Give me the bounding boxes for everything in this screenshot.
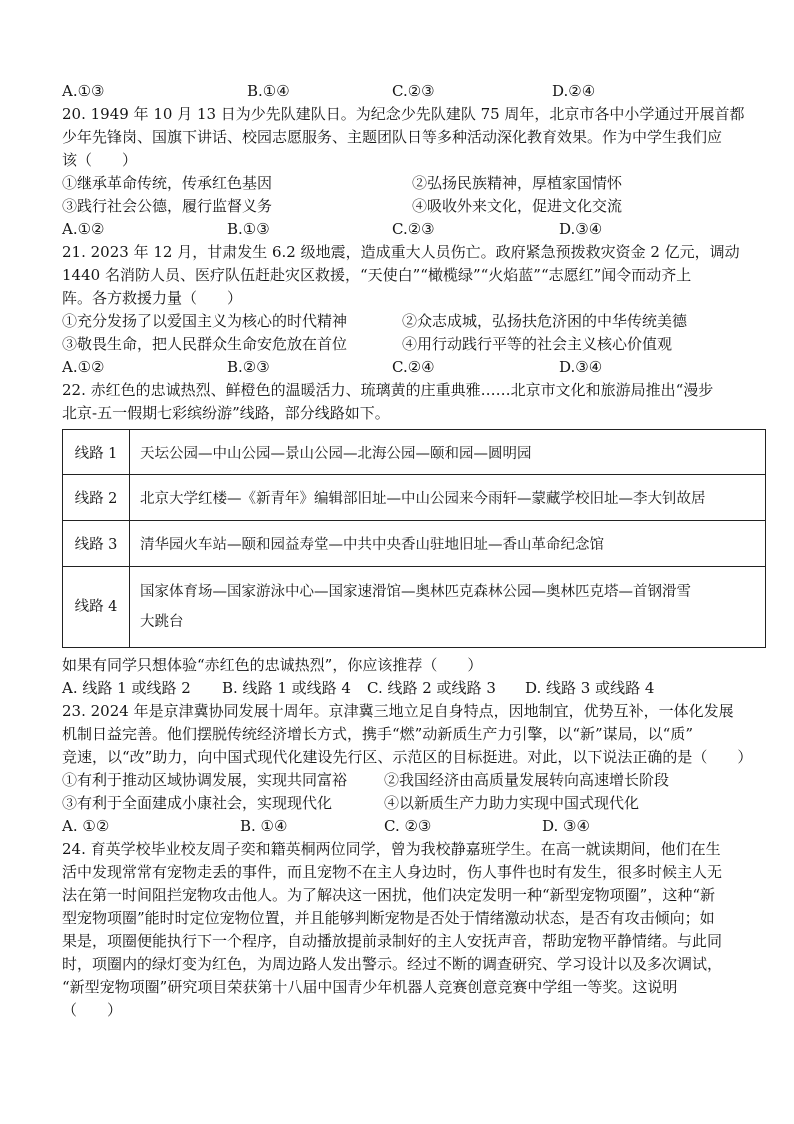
route-stops-text: 大跳台: [140, 614, 184, 630]
q19-option-d: D.②④: [552, 82, 596, 100]
route-row: [63, 430, 766, 475]
q20-stem-line: 该（ ）: [62, 151, 138, 169]
q22-stem-line: 22. 赤红色的忠诚热烈、鲜橙色的温暖活力、琉璃黄的庄重典雅……北京市文化和旅游局推出“漫步: [62, 381, 714, 399]
q22-option-c: C. 线路 2 或线路 3: [367, 679, 496, 697]
route-stops-text: 北京大学红楼—《新青年》编辑部旧址—中山公园来今雨轩—蒙藏学校旧址—李大钊故居: [140, 491, 706, 507]
q20-statement-2: ②弘扬民族精神，厚植家国情怀: [412, 174, 623, 192]
route-stops-text: 天坛公园—中山公园—景山公园—北海公园—颐和园—圆明园: [140, 445, 532, 462]
q23-statement-4: ④以新质生产力助力实现中国式现代化: [384, 794, 640, 812]
route-label: 线路 3: [63, 521, 130, 567]
q23-option-b: B. ①④: [240, 817, 288, 835]
route-label: 线路 2: [63, 475, 130, 521]
q23-statement-1: ①有利于推动区域协调发展，实现共同富裕: [62, 771, 348, 789]
q23-statement-3: ③有利于全面建成小康社会，实现现代化: [62, 794, 333, 812]
q23-option-d: D. ③④: [542, 817, 590, 835]
q21-options: [62, 356, 774, 379]
q20-statements-row: [62, 172, 774, 195]
q23-options: [62, 815, 774, 838]
q21-statements-row: [62, 333, 774, 356]
q23-stem-line: 机制日益完善。他们摆脱传统经济增长方式，携手“燃”动新质生产力引擎，以“新”谋局，以“质”: [62, 725, 694, 743]
q22-option-b: B. 线路 1 或线路 4: [222, 679, 351, 697]
q24-stem-line: （ ）: [62, 1001, 123, 1019]
q21-statement-3: ③敬畏生命，把人民群众生命安危放在首位: [62, 335, 348, 353]
q21-statement-1: ①充分发扬了以爱国主义为核心的时代精神: [62, 312, 348, 330]
q20-options: [62, 218, 774, 241]
route-stops: [130, 567, 766, 648]
q19-option-c: C.②③: [392, 82, 435, 100]
q20-statements-row: [62, 195, 774, 218]
q19-option-b: B.①④: [247, 82, 290, 100]
q24-stem-line: 时，项圈内的绿灯变为红色，为周边路人发出警示。经过不断的调查研究、学习设计以及多次调试，: [62, 955, 723, 973]
q21-statement-2: ②众志成城，弘扬扶危济困的中华传统美德: [402, 312, 688, 330]
q24-stem-line: 活中发现常常有宠物走丢的事件，而且宠物不在主人身边时，伤人事件也时有发生，很多时候主人无: [62, 863, 723, 881]
route-stops-text: 清华园火车站—颐和园益寿堂—中共中央香山驻地旧址—香山革命纪念馆: [140, 537, 604, 553]
q24-stem-line: “新型宠物项圈”研究项目荣获第十八届中国青少年机器人竞赛创意竞赛中学组一等奖。这说明: [62, 978, 678, 996]
q23-statements-row: [62, 792, 774, 815]
q23-statements-row: [62, 769, 774, 792]
q23-stem-line: 23. 2024 年是京津冀协同发展十周年。京津冀三地立足自身特点，因地制宜，优势互补，一体化发展: [62, 702, 734, 720]
question-23: [62, 700, 774, 838]
q19-option-a: A.①③: [62, 82, 105, 100]
q20-option-b: B.①③: [227, 220, 270, 238]
q22-option-d: D. 线路 3 或线路 4: [525, 679, 655, 697]
q22-option-a: A. 线路 1 或线路 2: [62, 679, 191, 697]
q21-option-b: B.②③: [227, 358, 270, 376]
exam-page: [62, 80, 774, 1022]
q23-option-a: A. ①②: [62, 817, 110, 835]
routes-table: [62, 429, 766, 648]
q21-stem-line: 21. 2023 年 12 月，甘肃发生 6.2 级地震，造成重大人员伤亡。政府紧急预拨救灾资金 2 亿元，调动: [62, 243, 740, 261]
route-row: [63, 567, 766, 648]
question-22: [62, 379, 774, 700]
q23-stem-line: 竞速，以“改”助力，向中国式现代化建设先行区、示范区的目标挺进。对此，以下说法正确的是（ ）: [62, 748, 753, 766]
q22-options: [62, 677, 774, 700]
q19-options: [62, 80, 774, 103]
route-stops: [130, 475, 766, 521]
q23-statement-2: ②我国经济由高质量发展转向高速增长阶段: [384, 771, 670, 789]
q21-stem-line: 1440 名消防人员、医疗队伍赶赴灾区救援，“天使白”“橄榄绿”“火焰蓝”“志愿红”闻令而动齐上: [62, 266, 692, 284]
route-stops: [130, 521, 766, 567]
q21-stem-line: 阵。各方救援力量（ ）: [62, 289, 243, 307]
q20-option-d: D.③④: [559, 220, 603, 238]
q22-question: 如果有同学只想体验“赤红色的忠诚热烈”，你应该推荐（ ）: [62, 656, 483, 674]
q20-stem-line: 20. 1949 年 10 月 13 日为少先队建队日。为纪念少先队建队 75 周年，北京市各中小学通过开展首都: [62, 105, 745, 123]
route-label: 线路 1: [63, 430, 130, 475]
q20-statement-4: ④吸收外来文化，促进文化交流: [412, 197, 623, 215]
route-row: [63, 475, 766, 521]
route-stops-text: 国家体育场—国家游泳中心—国家速滑馆—奥林匹克森林公园—奥林匹克塔—首钢滑雪: [140, 584, 691, 600]
q21-statement-4: ④用行动践行平等的社会主义核心价值观: [402, 335, 673, 353]
q20-stem-line: 少年先锋岗、国旗下讲话、校园志愿服务、主题团队日等多种活动深化教育效果。作为中学生我们应: [62, 128, 723, 146]
q20-option-a: A.①②: [62, 220, 105, 238]
q21-option-c: C.②④: [392, 358, 435, 376]
q24-stem-line: 果是，项圈便能执行下一个程序，自动播放提前录制好的主人安抚声音，帮助宠物平静情绪。与此同: [62, 932, 723, 950]
q21-statements-row: [62, 310, 774, 333]
q23-option-c: C. ②③: [384, 817, 432, 835]
q24-stem-line: 型宠物项圈”能时时定位宠物位置，并且能够判断宠物是否处于情绪激动状态，是否有攻击倾向；如: [62, 909, 715, 927]
q21-option-d: D.③④: [559, 358, 603, 376]
question-21: [62, 241, 774, 379]
question-20: [62, 103, 774, 241]
q22-stem-line: 北京-五一假期七彩缤纷游”线路，部分线路如下。: [62, 404, 390, 422]
q24-stem-line: 24. 育英学校毕业校友周子奕和籍英桐两位同学，曾为我校静嘉班学生。在高一就读期间，他们在生: [62, 840, 721, 858]
route-row: [63, 521, 766, 567]
q20-statement-3: ③践行社会公德，履行监督义务: [62, 197, 273, 215]
q20-statement-1: ①继承革命传统，传承红色基因: [62, 174, 273, 192]
route-stops: [130, 430, 766, 475]
route-label: 线路 4: [63, 567, 130, 648]
q21-option-a: A.①②: [62, 358, 105, 376]
q20-option-c: C.②③: [392, 220, 435, 238]
question-24: [62, 838, 774, 1022]
q24-stem-line: 法在第一时间阻拦宠物攻击他人。为了解决这一困扰，他们决定发明一种“新型宠物项圈”，这种“新: [62, 886, 716, 904]
